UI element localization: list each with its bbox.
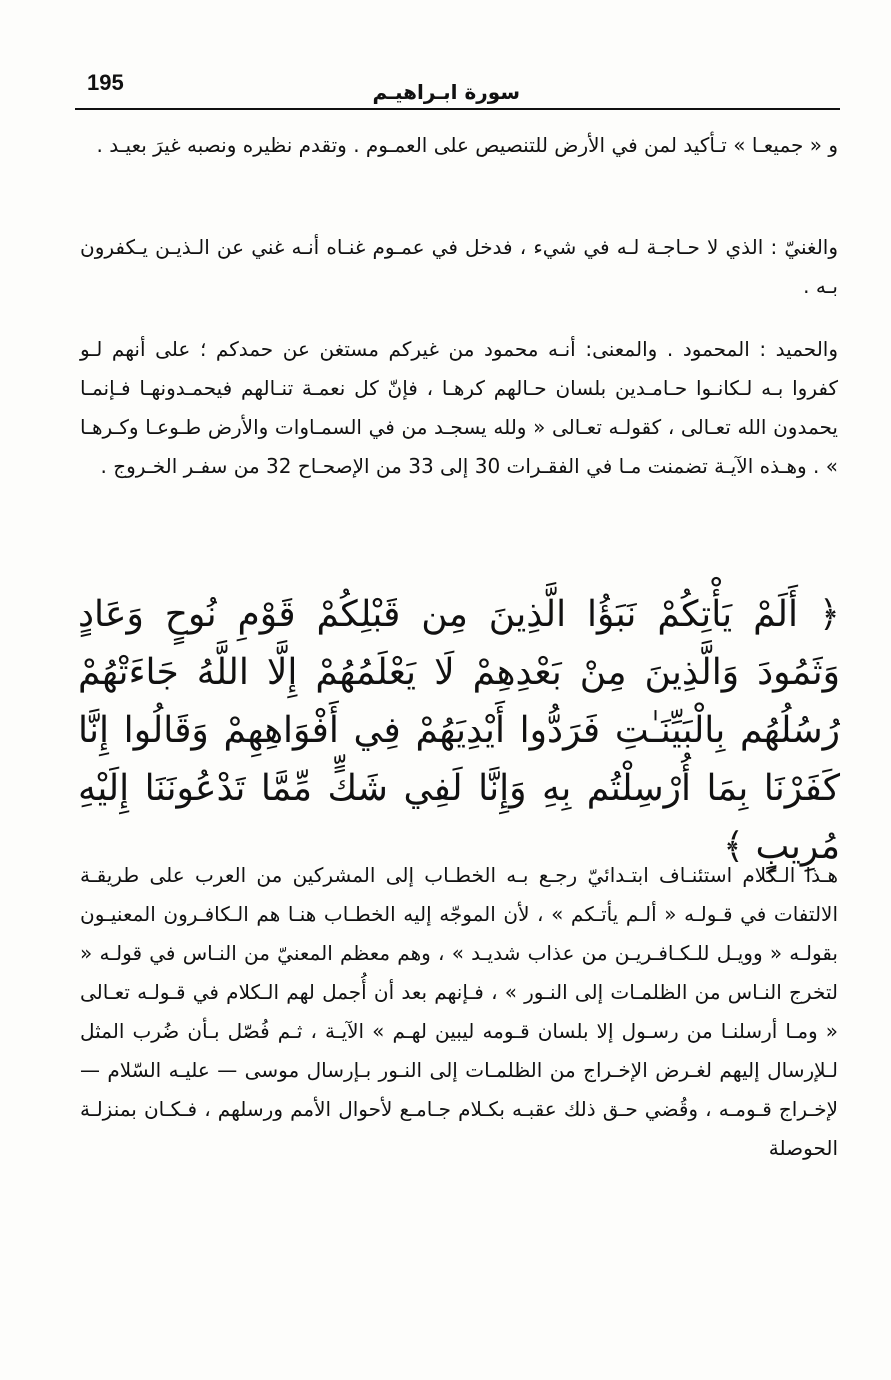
page-number: 195 [87,70,124,95]
paragraph-al-hamid: والحميد : المحمود . والمعنى: أنـه محمود من غيركم مستغن عن حمدكم ؛ على أنهم لـو كفروا بـه لـكانـوا حـامـدين بلسان حـالهم كرهـا ، فإنّ كل نعمـة تنـالهم فيحمـدونهـا فـإنمـا يحمدون الله تعـالى ، كقولـه تعـالى « ولله يسجـد من في السمـاوات والأرض طـوعـا وكـرهـا » . وهـذه الآيـة تضمنت مـا في الفقـرات 30 إلى 33 من الإصحـاح 32 من سفـر الخـروج . [80,337,838,478]
page-header [75,70,840,110]
paragraph-al-ghani: والغنيّ : الذي لا حـاجـة لـه في شيء ، فدخل في عمـوم غنـاه أنـه غني عن الـذيـن يـكفرون بـه . [80,235,838,298]
quran-verse: ﴿ أَلَمْ يَأْتِكُمْ نَبَؤُا الَّذِينَ مِن قَبْلِكُمْ قَوْمِ نُوحٍ وَعَادٍ وَثَمُودَ وَالَّذِينَ مِنْ بَعْدِهِمْ لَا يَعْلَمُهُمْ إِلَّا اللَّهُ جَاءَتْهُمْ رُسُلُهُم بِالْبَيِّنَـٰتِ فَرَدُّوا أَيْدِيَهُمْ فِي أَفْوَاهِهِمْ وَقَالُوا إِنَّا كَفَرْنَا بِمَا أُرْسِلْتُم بِهِ وَإِنَّا لَفِي شَكٍّ مِّمَّا تَدْعُونَنَا إِلَيْهِ مُرِيبٍ ﴾ [78,594,840,867]
paragraph-commentary: هـذا الـكلام استئنـاف ابتـدائيّ رجـع بـه الخطـاب إلى المشركين من العرب على طريقـة الالتفات في قـولـه « ألـم يأتـكم » ، لأن الموجّه إليه الخطـاب هنـا هم الـكافـرون المعنيـون بقولـه « وويـل للـكـافـريـن من عذاب شديـد » ، وهم معظم المعنيّ من النـاس في قولـه « لتخرج النـاس من الظلمـات إلى النـور » ، فـإنهم بعد أن أُجمل لهم الـكلام في قـولـه تعـالى « ومـا أرسلنـا من رسـول إلا بلسان قـومه ليبين لهـم » الآيـة ، ثـم فُصّل بـأن ضُرب المثل لـلإرسال إليهم لغـرض الإخـراج من الظلمـات إلى النـور بـإرسال موسى — عليـه السّلام — لإخـراج قـومـه ، وقُضي حـق ذلك عقبـه بكـلام جـامـع لأحوال الأمم ورسلهم ، فـكـان بمنزلـة الحوصلة [80,863,838,1160]
running-title: سورة ابـراهيـم [372,80,520,104]
paragraph-jamia: و « جميعـا » تـأكيد لمن في الأرض للتنصيص على العمـوم . وتقدم نظيره ونصبه غيرَ بعيـد . [96,133,838,157]
